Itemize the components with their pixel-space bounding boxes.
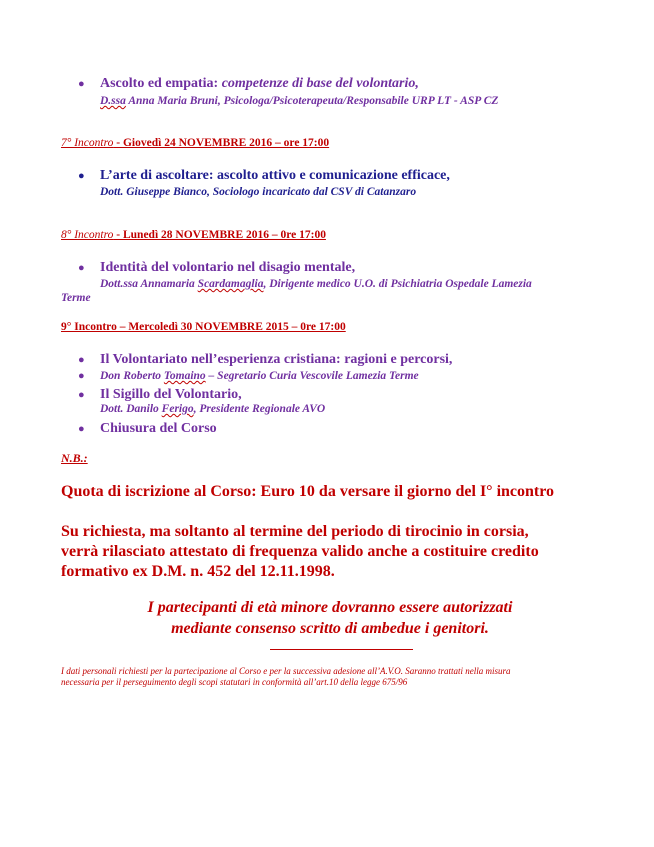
meeting-date: - Giovedì 24 NOVEMBRE 2016 – ore 17:00 [113, 137, 330, 149]
privacy-line: necessaria per il perseguimento degli scopi statutari in conformità all’art.10 della legge 675/96 [61, 677, 408, 687]
list-item [78, 370, 419, 382]
item-speaker [100, 278, 532, 290]
bullet-icon: ● [78, 370, 85, 382]
nb-label: N.B.: [61, 451, 88, 465]
list-item [78, 76, 419, 92]
item-speaker: Dott. Giuseppe Bianco, Sociologo incaricato dal CSV di Catanzaro [100, 186, 417, 198]
speaker-surname: Ferigo [161, 403, 194, 415]
attestato-line: Su richiesta, ma soltanto al termine del periodo di tirocinio in corsia, [61, 523, 529, 540]
item-title: L’arte di ascoltare: ascolto attivo e comunicazione efficace, [100, 168, 450, 183]
speaker-part: , Dirigente medico U.O. di Psichiatria Ospedale Lamezia [263, 278, 532, 290]
attestato-text [61, 522, 539, 582]
speaker-surname: Tomaino [163, 370, 206, 382]
speaker-part: Dott.ssa Annamaria [100, 278, 198, 290]
speaker-rest: Anna Maria Bruni, Psicologa/Psicoterapeuta/Responsabile URP LT - ASP CZ [125, 95, 499, 107]
item-title [100, 76, 419, 92]
item-title-italic: competenze di base del volontario, [221, 76, 419, 91]
privacy-note [61, 666, 601, 688]
bullet-icon: ● [78, 170, 85, 182]
meeting-label: 8° Incontro [61, 229, 114, 241]
attestato-line: verrà rilasciato attestato di frequenza valido anche a costituire credito [61, 543, 539, 560]
speaker-prefix: D.ssa [100, 95, 126, 107]
speaker-continuation: Terme [61, 292, 91, 304]
list-item [78, 421, 217, 437]
item-title: Identità del volontario nel disagio mentale, [100, 260, 356, 275]
meeting-date: - Lunedì 28 NOVEMBRE 2016 – 0re 17:00 [113, 229, 326, 241]
bullet-icon: ● [78, 78, 85, 90]
bullet-icon: ● [78, 262, 85, 274]
privacy-line: I dati personali richiesti per la partecipazione al Corso e per la successiva adesione all’A.V.O. Saranno trattati nella misura [61, 666, 511, 676]
speaker-part: Don Roberto [100, 370, 164, 382]
meeting-date: 9° Incontro – Mercoledì 30 NOVEMBRE 2015 – 0re 17:00 [61, 321, 346, 333]
meeting-heading [61, 137, 329, 149]
item-speaker [100, 403, 325, 415]
item-title-plain: Ascolto ed empatia: [100, 76, 222, 91]
item-speaker [100, 95, 498, 107]
divider [270, 649, 413, 650]
speaker-part: – Segretario Curia Vescovile Lamezia Terme [205, 370, 419, 382]
item-title: Chiusura del Corso [100, 421, 217, 436]
list-item [78, 168, 450, 184]
list-item [78, 260, 355, 276]
meeting-heading [61, 229, 326, 241]
minori-notice [61, 597, 599, 639]
minori-line: mediante consenso scritto di ambedue i genitori. [171, 620, 489, 637]
meeting-label: 7° Incontro [61, 137, 114, 149]
minori-line: I partecipanti di età minore dovranno essere autorizzati [147, 599, 513, 616]
item-title: Il Sigillo del Volontario, [100, 387, 242, 402]
speaker-surname: Scardamaglia [197, 278, 264, 290]
speaker-part: Dott. Danilo [100, 403, 162, 415]
list-item [78, 387, 242, 403]
speaker-part: , Presidente Regionale AVO [193, 403, 326, 415]
bullet-icon: ● [78, 389, 85, 401]
attestato-line: formativo ex D.M. n. 452 del 12.11.1998. [61, 563, 335, 580]
item-title: Il Volontariato nell’esperienza cristiana: ragioni e percorsi, [100, 352, 453, 367]
meeting-heading [61, 321, 346, 333]
bullet-icon: ● [78, 423, 85, 435]
bullet-icon: ● [78, 354, 85, 366]
item-speaker [100, 370, 419, 382]
quota-text: Quota di iscrizione al Corso: Euro 10 da versare il giorno del I° incontro [61, 483, 555, 500]
list-item [78, 352, 452, 368]
